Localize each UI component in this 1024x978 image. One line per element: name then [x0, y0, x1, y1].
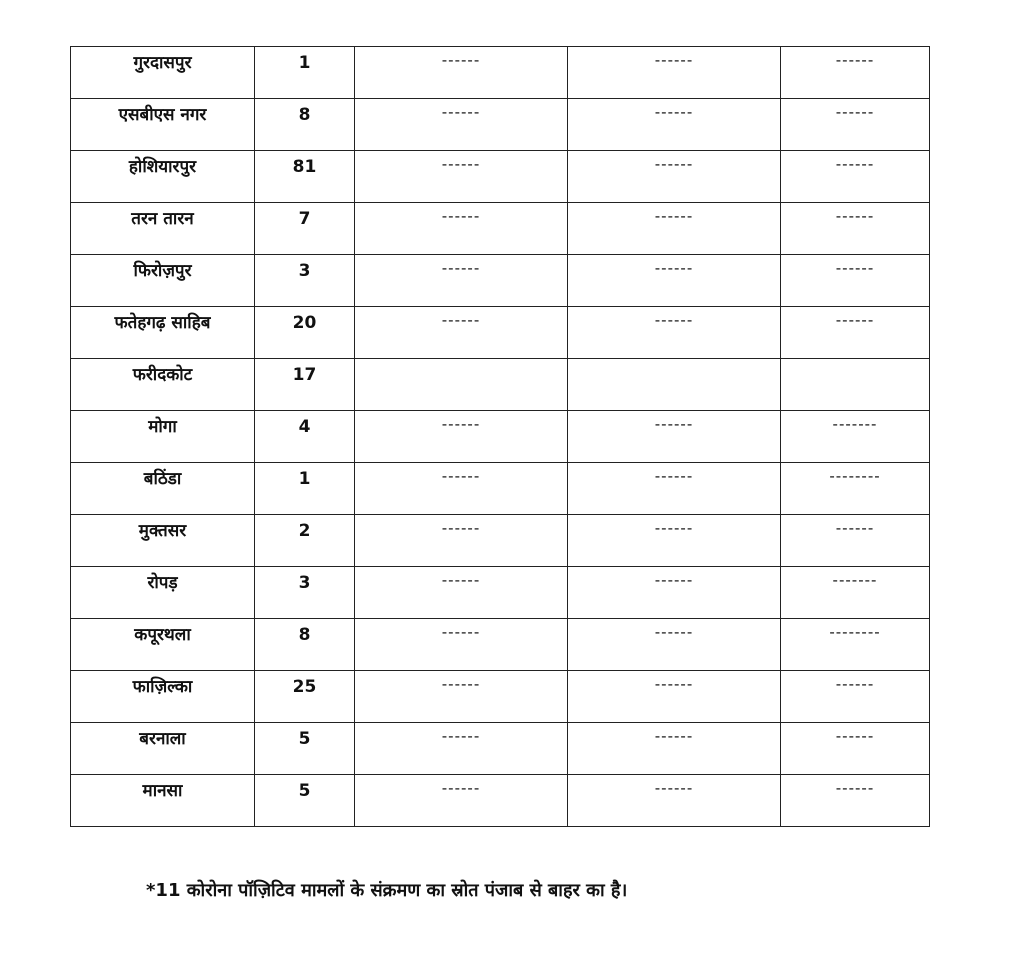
- district-cell-text: बठिंडा: [143, 469, 182, 489]
- column-4-cell-text: ------: [654, 519, 694, 537]
- table-row: [71, 203, 930, 255]
- column-5-cell: [781, 463, 930, 515]
- district-cell: [71, 359, 255, 411]
- column-5-cell: [781, 307, 930, 359]
- district-cell-text: बरनाला: [139, 729, 186, 749]
- column-5-cell-text: -------: [832, 415, 878, 433]
- count-cell: [255, 307, 355, 359]
- count-cell-text: 8: [298, 105, 311, 125]
- column-4-cell: [568, 99, 781, 151]
- column-4-cell-text: ------: [654, 727, 694, 745]
- column-4-cell: [568, 47, 781, 99]
- column-4-cell: [568, 723, 781, 775]
- count-cell: [255, 255, 355, 307]
- count-cell: [255, 671, 355, 723]
- footnote: *11 कोरोना पॉज़िटिव मामलों के संक्रमण का स्रोत पंजाब से बाहर का है।: [146, 880, 628, 901]
- table-row: [71, 151, 930, 203]
- column-3-cell: [355, 307, 568, 359]
- count-cell-text: 5: [298, 729, 311, 749]
- column-5-cell-text: ------: [835, 727, 875, 745]
- column-4-cell: [568, 307, 781, 359]
- column-5-cell-text: ------: [835, 519, 875, 537]
- column-4-cell: [568, 619, 781, 671]
- column-4-cell: [568, 567, 781, 619]
- district-cell: [71, 775, 255, 827]
- column-5-cell: [781, 515, 930, 567]
- column-3-cell-text: ------: [441, 675, 481, 693]
- district-cell: [71, 515, 255, 567]
- column-3-cell-text: ------: [441, 103, 481, 121]
- district-cell: [71, 619, 255, 671]
- column-5-cell: [781, 411, 930, 463]
- column-5-cell-text: -------: [832, 571, 878, 589]
- column-3-cell-text: ------: [441, 467, 481, 485]
- column-3-cell: [355, 359, 568, 411]
- column-5-cell: [781, 359, 930, 411]
- column-5-cell: [781, 47, 930, 99]
- district-cell-text: गुरदासपुर: [133, 53, 192, 73]
- column-5-cell: [781, 723, 930, 775]
- district-cell-text: मुक्तसर: [138, 521, 187, 541]
- column-4-cell: [568, 203, 781, 255]
- column-3-cell-text: [355, 359, 567, 365]
- column-4-cell: [568, 515, 781, 567]
- column-5-cell-text: ------: [835, 103, 875, 121]
- district-cell-text: रोपड़: [147, 573, 178, 593]
- column-5-cell: [781, 255, 930, 307]
- district-cell: [71, 463, 255, 515]
- count-cell: [255, 463, 355, 515]
- column-5-cell-text: ------: [835, 207, 875, 225]
- column-3-cell: [355, 463, 568, 515]
- district-cases-table: [70, 46, 930, 827]
- column-5-cell: [781, 151, 930, 203]
- table-row: [71, 255, 930, 307]
- district-cell-text: कपूरथला: [134, 625, 191, 645]
- column-4-cell-text: ------: [654, 571, 694, 589]
- district-cell-text: फिरोज़पुर: [133, 261, 192, 281]
- column-4-cell: [568, 151, 781, 203]
- column-3-cell: [355, 47, 568, 99]
- column-4-cell: [568, 671, 781, 723]
- column-3-cell: [355, 255, 568, 307]
- district-cell-text: तरन तारन: [131, 209, 194, 229]
- column-3-cell-text: ------: [441, 519, 481, 537]
- table-row: [71, 359, 930, 411]
- district-cell: [71, 203, 255, 255]
- table-row: [71, 463, 930, 515]
- table-row: [71, 411, 930, 463]
- count-cell: [255, 151, 355, 203]
- column-4-cell-text: ------: [654, 259, 694, 277]
- district-cell: [71, 255, 255, 307]
- column-4-cell-text: ------: [654, 103, 694, 121]
- count-cell: [255, 359, 355, 411]
- column-5-cell-text: ------: [835, 259, 875, 277]
- column-4-cell-text: ------: [654, 623, 694, 641]
- table-row: [71, 99, 930, 151]
- column-5-cell-text: --------: [829, 467, 881, 485]
- table-row: [71, 307, 930, 359]
- count-cell: [255, 203, 355, 255]
- column-4-cell-text: ------: [654, 51, 694, 69]
- district-cell: [71, 307, 255, 359]
- district-cell-text: होशियारपुर: [128, 157, 197, 177]
- column-5-cell-text: ------: [835, 311, 875, 329]
- column-5-cell-text: --------: [829, 623, 881, 641]
- column-4-cell-text: ------: [654, 779, 694, 797]
- district-cell-text: एसबीएस नगर: [118, 105, 207, 125]
- column-5-cell: [781, 567, 930, 619]
- count-cell: [255, 567, 355, 619]
- column-5-cell-text: ------: [835, 675, 875, 693]
- column-3-cell: [355, 203, 568, 255]
- column-3-cell: [355, 411, 568, 463]
- column-3-cell: [355, 671, 568, 723]
- count-cell: [255, 723, 355, 775]
- column-3-cell-text: ------: [441, 311, 481, 329]
- count-cell-text: 5: [298, 781, 311, 801]
- count-cell-text: 17: [292, 365, 317, 385]
- column-3-cell-text: ------: [441, 155, 481, 173]
- column-5-cell: [781, 619, 930, 671]
- column-3-cell: [355, 515, 568, 567]
- column-3-cell-text: ------: [441, 571, 481, 589]
- column-5-cell-text: ------: [835, 51, 875, 69]
- count-cell-text: 4: [298, 417, 311, 437]
- column-4-cell: [568, 775, 781, 827]
- table-row: [71, 671, 930, 723]
- column-4-cell-text: ------: [654, 311, 694, 329]
- column-5-cell-text: ------: [835, 779, 875, 797]
- column-3-cell-text: ------: [441, 623, 481, 641]
- column-4-cell-text: ------: [654, 675, 694, 693]
- count-cell-text: 20: [292, 313, 317, 333]
- district-cell: [71, 671, 255, 723]
- count-cell-text: 1: [298, 469, 311, 489]
- column-3-cell: [355, 723, 568, 775]
- count-cell-text: 2: [298, 521, 311, 541]
- column-5-cell: [781, 671, 930, 723]
- column-5-cell-text: [781, 359, 929, 365]
- column-4-cell: [568, 411, 781, 463]
- district-cell-text: फतेहगढ़ साहिब: [114, 313, 211, 333]
- count-cell: [255, 411, 355, 463]
- count-cell-text: 8: [298, 625, 311, 645]
- column-3-cell-text: ------: [441, 51, 481, 69]
- district-cell-text: मोगा: [148, 417, 177, 437]
- column-5-cell: [781, 99, 930, 151]
- count-cell: [255, 99, 355, 151]
- district-cell-text: फाज़िल्का: [132, 677, 193, 697]
- column-3-cell-text: ------: [441, 207, 481, 225]
- count-cell-text: 3: [298, 261, 311, 281]
- count-cell: [255, 515, 355, 567]
- column-4-cell-text: ------: [654, 207, 694, 225]
- column-4-cell: [568, 463, 781, 515]
- column-3-cell-text: ------: [441, 259, 481, 277]
- district-cell: [71, 151, 255, 203]
- count-cell-text: 7: [298, 209, 311, 229]
- table-body: [71, 47, 930, 827]
- count-cell: [255, 47, 355, 99]
- column-4-cell-text: ------: [654, 467, 694, 485]
- count-cell-text: 81: [292, 157, 317, 177]
- district-cell-text: मानसा: [142, 781, 183, 801]
- table-row: [71, 775, 930, 827]
- count-cell-text: 1: [298, 53, 311, 73]
- table-row: [71, 47, 930, 99]
- column-4-cell-text: [568, 359, 780, 365]
- table-row: [71, 619, 930, 671]
- table-row: [71, 723, 930, 775]
- column-3-cell-text: ------: [441, 779, 481, 797]
- district-cell: [71, 723, 255, 775]
- count-cell: [255, 775, 355, 827]
- column-3-cell-text: ------: [441, 727, 481, 745]
- column-4-cell: [568, 255, 781, 307]
- district-cell: [71, 567, 255, 619]
- count-cell: [255, 619, 355, 671]
- district-cell: [71, 99, 255, 151]
- column-5-cell: [781, 775, 930, 827]
- column-4-cell-text: ------: [654, 155, 694, 173]
- column-3-cell-text: ------: [441, 415, 481, 433]
- column-3-cell: [355, 99, 568, 151]
- district-cell-text: फरीदकोट: [132, 365, 193, 385]
- count-cell-text: 3: [298, 573, 311, 593]
- column-5-cell: [781, 203, 930, 255]
- column-3-cell: [355, 151, 568, 203]
- table-row: [71, 567, 930, 619]
- column-3-cell: [355, 775, 568, 827]
- column-4-cell: [568, 359, 781, 411]
- column-3-cell: [355, 567, 568, 619]
- table-row: [71, 515, 930, 567]
- count-cell-text: 25: [292, 677, 317, 697]
- column-3-cell: [355, 619, 568, 671]
- district-cell: [71, 411, 255, 463]
- district-cell: [71, 47, 255, 99]
- column-5-cell-text: ------: [835, 155, 875, 173]
- column-4-cell-text: ------: [654, 415, 694, 433]
